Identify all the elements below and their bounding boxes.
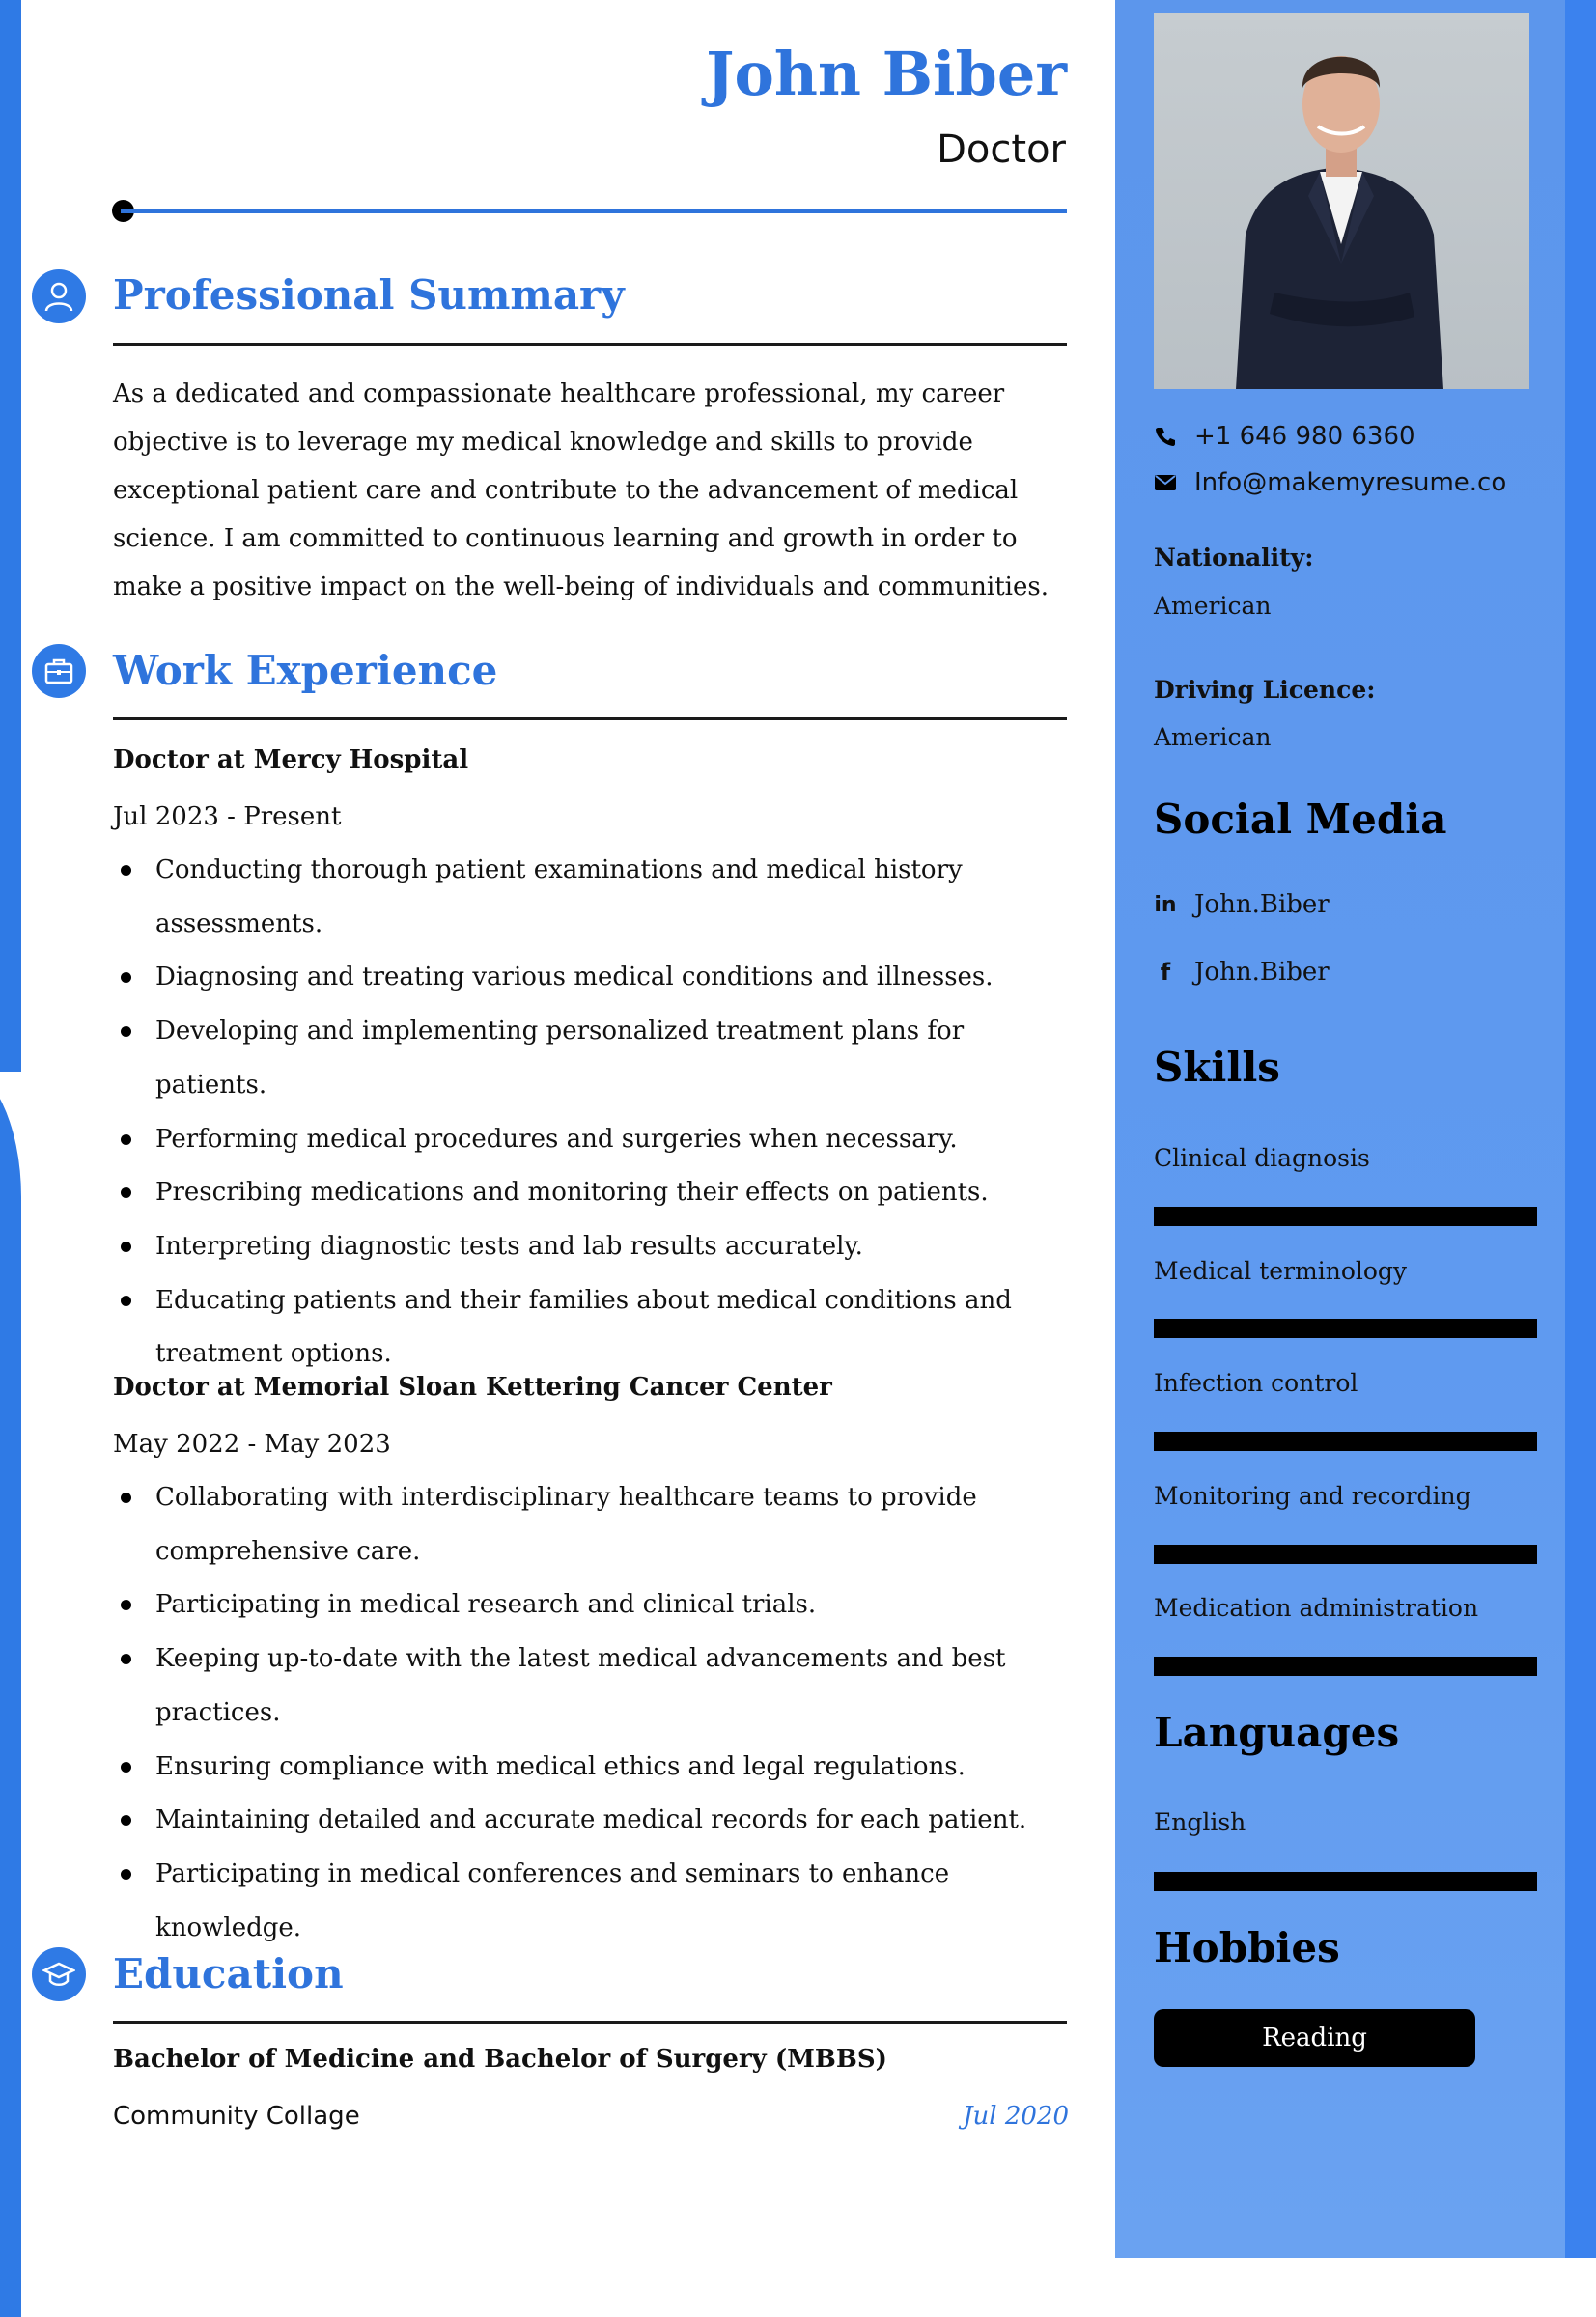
list-item: Ensuring compliance with medical ethics and legal regulations. — [113, 1741, 1074, 1795]
social-linkedin[interactable] — [1154, 890, 1330, 919]
list-item: Interpreting diagnostic tests and lab results accurately. — [113, 1220, 1074, 1274]
candidate-title: Doctor — [937, 127, 1066, 172]
job-bullets — [113, 1471, 1074, 1955]
list-item: Developing and implementing personalized treatment plans for patients. — [113, 1005, 1074, 1112]
briefcase-icon — [32, 644, 86, 698]
left-accent-curve — [0, 1062, 21, 2317]
job-bullets — [113, 844, 1074, 1382]
skill-name: Infection control — [1154, 1369, 1358, 1397]
candidate-name: John Biber — [706, 39, 1067, 109]
email-address: Info@makemyresume.co — [1194, 468, 1507, 497]
list-item: Prescribing medications and monitoring their effects on patients. — [113, 1166, 1074, 1220]
list-item: Conducting thorough patient examinations and medical history assessments. — [113, 844, 1074, 951]
skill-bar-fill — [1154, 1545, 1537, 1564]
skill-bar — [1154, 1207, 1537, 1226]
licence-label: Driving Licence: — [1154, 676, 1376, 704]
envelope-icon — [1154, 471, 1177, 494]
phone-number: +1 646 980 6360 — [1194, 422, 1415, 451]
phone-icon — [1154, 425, 1177, 448]
skill-name: Medical terminology — [1154, 1257, 1408, 1285]
social-heading: Social Media — [1154, 796, 1447, 843]
nationality-value: American — [1154, 592, 1272, 620]
sidebar-edge-strip — [1565, 0, 1596, 2258]
skill-bar — [1154, 1545, 1537, 1564]
job-dates: May 2022 - May 2023 — [113, 1430, 391, 1459]
job-title: Doctor at Mercy Hospital — [113, 745, 469, 774]
language-bar — [1154, 1872, 1537, 1891]
skill-name: Medication administration — [1154, 1594, 1479, 1622]
contact-phone — [1154, 422, 1415, 451]
language-bar-fill — [1154, 1872, 1537, 1891]
languages-heading: Languages — [1154, 1709, 1400, 1756]
education-rule — [113, 2021, 1067, 2024]
skill-name: Clinical diagnosis — [1154, 1144, 1370, 1172]
hobby-tag: Reading — [1154, 2009, 1475, 2067]
experience-heading: Work Experience — [113, 647, 498, 694]
experience-rule — [113, 717, 1067, 720]
social-facebook[interactable] — [1154, 958, 1330, 987]
education-degree: Bachelor of Medicine and Bachelor of Surgery (MBBS) — [113, 2045, 887, 2074]
list-item: Collaborating with interdisciplinary healthcare teams to provide comprehensive care. — [113, 1471, 1074, 1578]
summary-rule — [113, 343, 1067, 346]
left-accent-strip — [0, 0, 21, 1072]
language-name: English — [1154, 1808, 1246, 1836]
linkedin-handle: John.Biber — [1194, 890, 1330, 919]
user-icon — [32, 269, 86, 323]
skill-bar — [1154, 1432, 1537, 1451]
summary-heading: Professional Summary — [113, 271, 625, 319]
education-school: Community Collage — [113, 2102, 360, 2131]
contact-email — [1154, 468, 1506, 497]
summary-text: As a dedicated and compassionate healthcare professional, my career objective is to leverage my medical knowledge and skills to provide exceptional patient care and contribute to the advancement of medical science. I am committed to continuous learning and growth in order to make a positive impact on the well-being of individuals and communities. — [113, 379, 1049, 601]
linkedin-icon: in — [1154, 892, 1177, 917]
list-item: Maintaining detailed and accurate medical records for each patient. — [113, 1794, 1074, 1848]
list-item: Keeping up-to-date with the latest medical advancements and best practices. — [113, 1633, 1074, 1740]
job-title: Doctor at Memorial Sloan Kettering Cancer Center — [113, 1373, 832, 1402]
skill-bar-fill — [1154, 1319, 1537, 1338]
list-item: Diagnosing and treating various medical conditions and illnesses. — [113, 951, 1074, 1005]
list-item: Participating in medical research and clinical trials. — [113, 1578, 1074, 1633]
education-date: Jul 2020 — [963, 2102, 1069, 2131]
profile-photo — [1154, 13, 1529, 389]
skill-bar-fill — [1154, 1657, 1537, 1676]
licence-value: American — [1154, 723, 1272, 751]
nationality-label: Nationality: — [1154, 544, 1314, 572]
facebook-handle: John.Biber — [1194, 958, 1330, 987]
list-item: Performing medical procedures and surgeries when necessary. — [113, 1113, 1074, 1167]
list-item: Participating in medical conferences and seminars to enhance knowledge. — [113, 1848, 1074, 1955]
skills-heading: Skills — [1154, 1044, 1280, 1091]
header-divider-line — [121, 209, 1067, 213]
hobbies-heading: Hobbies — [1154, 1924, 1340, 1971]
skill-bar — [1154, 1657, 1537, 1676]
graduation-cap-icon — [32, 1947, 86, 2001]
job-dates: Jul 2023 - Present — [113, 802, 342, 831]
education-heading: Education — [113, 1950, 344, 1997]
facebook-icon: f — [1160, 959, 1171, 986]
skill-bar-fill — [1154, 1207, 1537, 1226]
list-item: Educating patients and their families about medical conditions and treatment options. — [113, 1274, 1074, 1382]
skill-bar-fill — [1154, 1432, 1537, 1451]
skill-bar — [1154, 1319, 1537, 1338]
skill-name: Monitoring and recording — [1154, 1482, 1471, 1510]
